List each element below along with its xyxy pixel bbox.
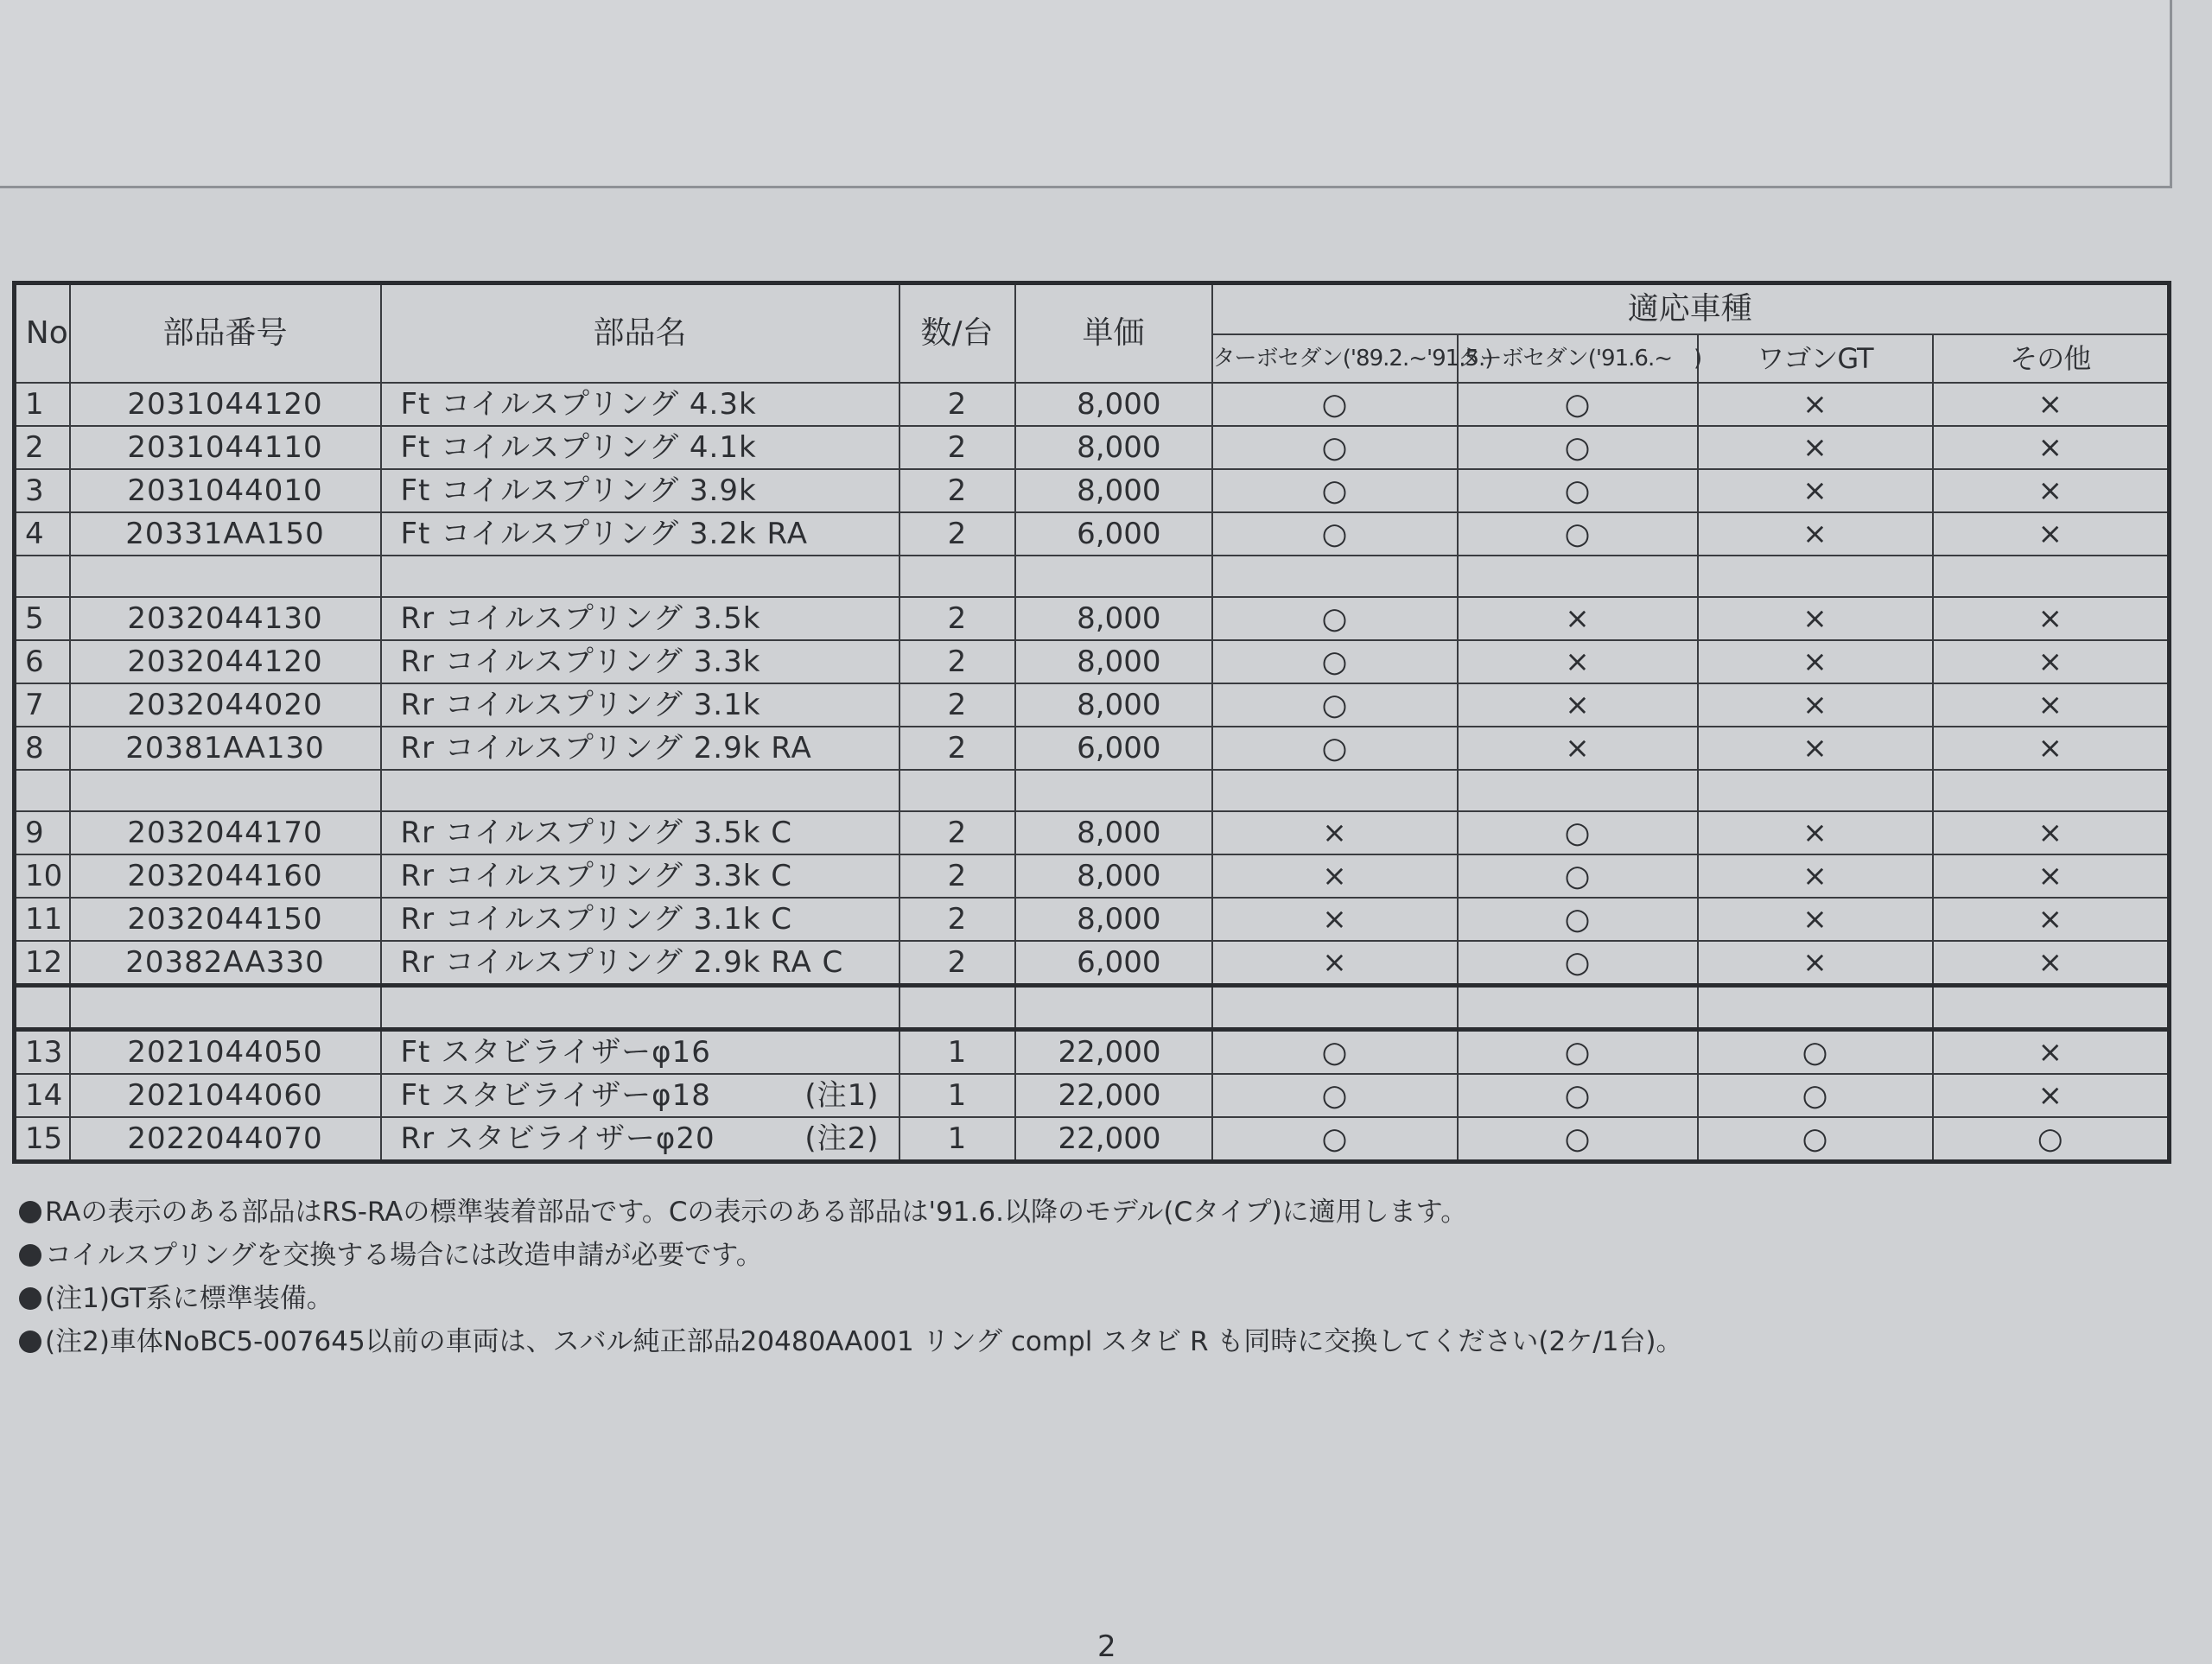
cross-mark-icon: × xyxy=(1212,811,1458,854)
header-model-turbo-sedan-early: ターボセダン('89.2.~'91.5.) xyxy=(1212,334,1458,383)
circle-mark-icon: ○ xyxy=(1698,1030,1933,1075)
cell-price: 22,000 xyxy=(1015,1074,1212,1117)
part-name-text: Rr スタビライザーφ20 xyxy=(400,1121,715,1156)
cross-mark-icon: × xyxy=(1458,727,1698,770)
cell-qty: 2 xyxy=(899,683,1015,727)
circle-mark-icon: ○ xyxy=(1212,1074,1458,1117)
blank-cell xyxy=(70,556,381,597)
cell-part-name: Rr コイルスプリング 3.1k xyxy=(381,683,899,727)
cross-mark-icon: × xyxy=(1698,597,1933,640)
cell-part-number: 2021044050 xyxy=(70,1030,381,1075)
cross-mark-icon: × xyxy=(1933,597,2170,640)
table-row xyxy=(15,683,2170,727)
cell-qty: 2 xyxy=(899,640,1015,683)
bullet-icon xyxy=(19,1244,41,1267)
cell-qty: 2 xyxy=(899,727,1015,770)
cross-mark-icon: × xyxy=(1698,469,1933,512)
cross-mark-icon: × xyxy=(1698,426,1933,469)
note-tag: (注1) xyxy=(804,1078,880,1113)
cell-price: 8,000 xyxy=(1015,383,1212,426)
cell-part-name: Rr コイルスプリング 3.3k xyxy=(381,640,899,683)
page-number: 2 xyxy=(1097,1629,1116,1664)
cross-mark-icon: × xyxy=(1933,1074,2170,1117)
cell-part-name: Rr コイルスプリング 2.9k RA xyxy=(381,727,899,770)
blank-cell xyxy=(1698,770,1933,811)
cell-no: 5 xyxy=(15,597,70,640)
circle-mark-icon: ○ xyxy=(1458,383,1698,426)
cell-no: 1 xyxy=(15,383,70,426)
circle-mark-icon: ○ xyxy=(1212,640,1458,683)
cell-no: 13 xyxy=(15,1030,70,1075)
cell-part-number: 20331AA150 xyxy=(70,512,381,556)
blank-cell xyxy=(1015,770,1212,811)
cell-part-number: 2031044110 xyxy=(70,426,381,469)
cross-mark-icon: × xyxy=(1698,811,1933,854)
parts-table xyxy=(12,281,2171,1164)
circle-mark-icon: ○ xyxy=(1212,1030,1458,1075)
cell-price: 8,000 xyxy=(1015,640,1212,683)
cross-mark-icon: × xyxy=(1933,469,2170,512)
blank-cell xyxy=(1698,556,1933,597)
table-row xyxy=(15,898,2170,941)
cell-no: 4 xyxy=(15,512,70,556)
table-header xyxy=(15,283,2170,384)
cell-part-number: 2032044170 xyxy=(70,811,381,854)
blank-cell xyxy=(381,986,899,1030)
circle-mark-icon: ○ xyxy=(1458,941,1698,986)
cross-mark-icon: × xyxy=(1933,898,2170,941)
cell-part-name xyxy=(381,1074,899,1117)
cross-mark-icon: × xyxy=(1698,683,1933,727)
cross-mark-icon: × xyxy=(1698,854,1933,898)
circle-mark-icon: ○ xyxy=(1698,1117,1933,1162)
notes xyxy=(19,1191,2162,1363)
cell-no: 11 xyxy=(15,898,70,941)
table-body xyxy=(15,383,2170,1162)
cell-price: 22,000 xyxy=(1015,1030,1212,1075)
note-coil-spring: コイルスプリングを交換する場合には改造申請が必要です。 xyxy=(19,1234,2162,1277)
circle-mark-icon: ○ xyxy=(1458,469,1698,512)
cell-part-number: 20381AA130 xyxy=(70,727,381,770)
blank-cell xyxy=(899,770,1015,811)
circle-mark-icon: ○ xyxy=(1212,469,1458,512)
blank-row xyxy=(15,770,2170,811)
circle-mark-icon: ○ xyxy=(1458,854,1698,898)
circle-mark-icon: ○ xyxy=(1212,426,1458,469)
blank-cell xyxy=(1458,986,1698,1030)
blank-cell xyxy=(1458,556,1698,597)
table-row xyxy=(15,941,2170,986)
blank-cell xyxy=(1212,986,1458,1030)
cell-part-number: 2021044060 xyxy=(70,1074,381,1117)
cross-mark-icon: × xyxy=(1458,640,1698,683)
cell-part-number: 2032044120 xyxy=(70,640,381,683)
cross-mark-icon: × xyxy=(1698,727,1933,770)
cell-part-name: Rr コイルスプリング 3.5k C xyxy=(381,811,899,854)
header-part-name: 部品名 xyxy=(381,283,899,384)
cross-mark-icon: × xyxy=(1933,727,2170,770)
cell-part-name: Ft コイルスプリング 4.3k xyxy=(381,383,899,426)
cross-mark-icon: × xyxy=(1458,683,1698,727)
cell-part-name: Ft コイルスプリング 4.1k xyxy=(381,426,899,469)
cell-price: 22,000 xyxy=(1015,1117,1212,1162)
cell-part-name: Rr コイルスプリング 2.9k RA C xyxy=(381,941,899,986)
blank-cell xyxy=(899,986,1015,1030)
cell-no: 7 xyxy=(15,683,70,727)
cross-mark-icon: × xyxy=(1698,640,1933,683)
note-tag: (注2) xyxy=(804,1121,880,1156)
cell-part-name: Rr コイルスプリング 3.3k C xyxy=(381,854,899,898)
header-model-turbo-sedan-late: ターボセダン('91.6.~ ) xyxy=(1458,334,1698,383)
header-price: 単価 xyxy=(1015,283,1212,384)
cell-part-number: 2032044020 xyxy=(70,683,381,727)
cross-mark-icon: × xyxy=(1933,640,2170,683)
header-applicable-models: 適応車種 xyxy=(1212,283,2170,335)
blank-cell xyxy=(1933,770,2170,811)
blank-cell xyxy=(15,770,70,811)
top-frame xyxy=(0,0,2172,188)
cell-qty: 2 xyxy=(899,811,1015,854)
cell-qty: 2 xyxy=(899,512,1015,556)
cell-qty: 1 xyxy=(899,1030,1015,1075)
cell-no: 6 xyxy=(15,640,70,683)
table-row xyxy=(15,512,2170,556)
note-ra-c: RAの表示のある部品はRS-RAの標準装着部品です。Cの表示のある部品は'91.6.以降のモデル(Cタイプ)に適用します。 xyxy=(19,1191,2162,1234)
blank-cell xyxy=(1015,986,1212,1030)
circle-mark-icon: ○ xyxy=(1698,1074,1933,1117)
blank-cell xyxy=(15,556,70,597)
cell-no: 2 xyxy=(15,426,70,469)
table-row xyxy=(15,854,2170,898)
circle-mark-icon: ○ xyxy=(1458,898,1698,941)
blank-cell xyxy=(381,770,899,811)
header-part-number: 部品番号 xyxy=(70,283,381,384)
cell-part-name: Rr コイルスプリング 3.5k xyxy=(381,597,899,640)
circle-mark-icon: ○ xyxy=(1458,1117,1698,1162)
cell-part-number: 20382AA330 xyxy=(70,941,381,986)
cell-qty: 2 xyxy=(899,898,1015,941)
bullet-icon xyxy=(19,1331,41,1353)
cell-no: 9 xyxy=(15,811,70,854)
note-2: (注2)車体NoBC5-007645以前の車両は、スバル純正部品20480AA001 リング compl スタビ R も同時に交換してください(2ケ/1台)。 xyxy=(19,1320,2162,1363)
cross-mark-icon: × xyxy=(1212,941,1458,986)
circle-mark-icon: ○ xyxy=(1212,1117,1458,1162)
table-row xyxy=(15,640,2170,683)
table-row xyxy=(15,1030,2170,1075)
table-row xyxy=(15,811,2170,854)
cell-part-name: Ft スタビライザーφ16 xyxy=(381,1030,899,1075)
cell-price: 8,000 xyxy=(1015,898,1212,941)
cross-mark-icon: × xyxy=(1933,512,2170,556)
blank-cell xyxy=(381,556,899,597)
part-name-text: Ft スタビライザーφ18 xyxy=(400,1078,711,1113)
cell-part-number: 2031044010 xyxy=(70,469,381,512)
cell-qty: 2 xyxy=(899,854,1015,898)
table-row xyxy=(15,1117,2170,1162)
cell-part-name: Rr コイルスプリング 3.1k C xyxy=(381,898,899,941)
cell-part-name: Ft コイルスプリング 3.2k RA xyxy=(381,512,899,556)
cell-price: 8,000 xyxy=(1015,854,1212,898)
cell-no: 8 xyxy=(15,727,70,770)
cell-price: 8,000 xyxy=(1015,426,1212,469)
cell-no: 10 xyxy=(15,854,70,898)
cell-part-name: Ft コイルスプリング 3.9k xyxy=(381,469,899,512)
circle-mark-icon: ○ xyxy=(1458,1074,1698,1117)
cross-mark-icon: × xyxy=(1212,898,1458,941)
circle-mark-icon: ○ xyxy=(1933,1117,2170,1162)
cell-part-number: 2032044130 xyxy=(70,597,381,640)
cell-qty: 2 xyxy=(899,941,1015,986)
table-row xyxy=(15,597,2170,640)
cross-mark-icon: × xyxy=(1698,383,1933,426)
cross-mark-icon: × xyxy=(1698,512,1933,556)
cell-price: 8,000 xyxy=(1015,683,1212,727)
cell-qty: 1 xyxy=(899,1074,1015,1117)
cross-mark-icon: × xyxy=(1212,854,1458,898)
header-no: No xyxy=(15,283,70,384)
header-qty: 数/台 xyxy=(899,283,1015,384)
circle-mark-icon: ○ xyxy=(1458,426,1698,469)
cell-price: 6,000 xyxy=(1015,727,1212,770)
table-row xyxy=(15,1074,2170,1117)
cell-price: 6,000 xyxy=(1015,941,1212,986)
cell-price: 8,000 xyxy=(1015,811,1212,854)
cross-mark-icon: × xyxy=(1698,898,1933,941)
cross-mark-icon: × xyxy=(1933,854,2170,898)
cell-part-number: 2032044160 xyxy=(70,854,381,898)
circle-mark-icon: ○ xyxy=(1212,727,1458,770)
table-row xyxy=(15,426,2170,469)
cell-no: 12 xyxy=(15,941,70,986)
cell-part-number: 2022044070 xyxy=(70,1117,381,1162)
cell-qty: 2 xyxy=(899,597,1015,640)
table-row xyxy=(15,469,2170,512)
cell-no: 3 xyxy=(15,469,70,512)
cell-no: 15 xyxy=(15,1117,70,1162)
cell-price: 8,000 xyxy=(1015,597,1212,640)
cell-price: 6,000 xyxy=(1015,512,1212,556)
circle-mark-icon: ○ xyxy=(1212,683,1458,727)
header-model-wagon-gt: ワゴンGT xyxy=(1698,334,1933,383)
blank-row xyxy=(15,986,2170,1030)
circle-mark-icon: ○ xyxy=(1212,512,1458,556)
table-row xyxy=(15,727,2170,770)
blank-cell xyxy=(70,986,381,1030)
cross-mark-icon: × xyxy=(1933,383,2170,426)
blank-cell xyxy=(1933,986,2170,1030)
cell-qty: 2 xyxy=(899,383,1015,426)
blank-cell xyxy=(1015,556,1212,597)
cross-mark-icon: × xyxy=(1698,941,1933,986)
cell-part-name xyxy=(381,1117,899,1162)
blank-cell xyxy=(1212,770,1458,811)
cell-qty: 2 xyxy=(899,426,1015,469)
blank-cell xyxy=(1458,770,1698,811)
cross-mark-icon: × xyxy=(1933,426,2170,469)
blank-cell xyxy=(1698,986,1933,1030)
circle-mark-icon: ○ xyxy=(1458,811,1698,854)
bullet-icon xyxy=(19,1201,41,1223)
bullet-icon xyxy=(19,1287,41,1310)
table-row xyxy=(15,383,2170,426)
blank-cell xyxy=(1933,556,2170,597)
cross-mark-icon: × xyxy=(1933,811,2170,854)
cell-price: 8,000 xyxy=(1015,469,1212,512)
circle-mark-icon: ○ xyxy=(1458,512,1698,556)
cross-mark-icon: × xyxy=(1933,683,2170,727)
circle-mark-icon: ○ xyxy=(1212,383,1458,426)
cross-mark-icon: × xyxy=(1933,1030,2170,1075)
note-1: (注1)GT系に標準装備。 xyxy=(19,1277,2162,1320)
blank-cell xyxy=(899,556,1015,597)
cell-part-number: 2032044150 xyxy=(70,898,381,941)
cross-mark-icon: × xyxy=(1933,941,2170,986)
circle-mark-icon: ○ xyxy=(1458,1030,1698,1075)
cell-qty: 1 xyxy=(899,1117,1015,1162)
cross-mark-icon: × xyxy=(1458,597,1698,640)
header-model-other: その他 xyxy=(1933,334,2170,383)
circle-mark-icon: ○ xyxy=(1212,597,1458,640)
blank-cell xyxy=(70,770,381,811)
cell-qty: 2 xyxy=(899,469,1015,512)
blank-cell xyxy=(15,986,70,1030)
cell-part-number: 2031044120 xyxy=(70,383,381,426)
cell-no: 14 xyxy=(15,1074,70,1117)
blank-cell xyxy=(1212,556,1458,597)
blank-row xyxy=(15,556,2170,597)
